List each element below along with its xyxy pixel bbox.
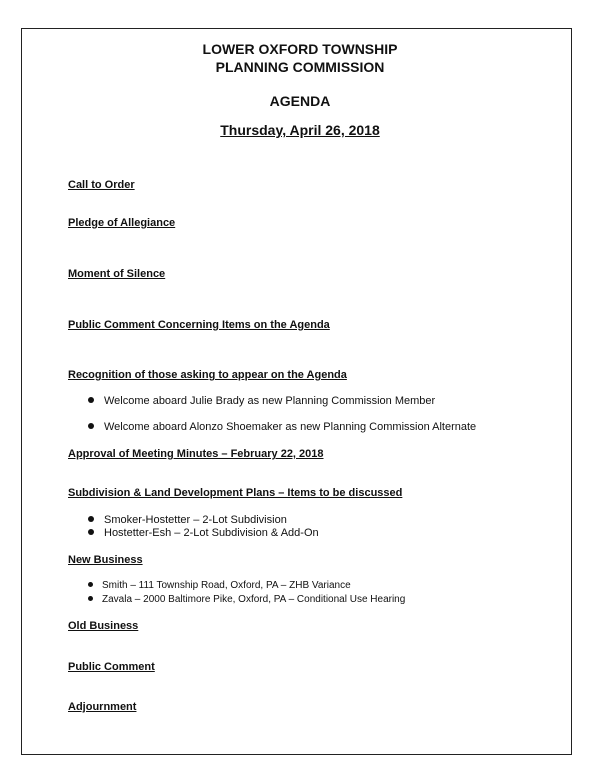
- section-public-comment: Public Comment: [68, 661, 155, 673]
- list-item: [88, 513, 287, 527]
- section-public-comment-agenda: Public Comment Concerning Items on the Agenda: [68, 319, 330, 331]
- section-old-business: Old Business: [68, 620, 139, 632]
- bullet-icon: [88, 596, 93, 601]
- bullet-icon: [88, 516, 94, 522]
- township-name: LOWER OXFORD TOWNSHIP: [202, 41, 398, 57]
- list-item: [88, 526, 319, 540]
- section-moment-of-silence: Moment of Silence: [68, 268, 166, 280]
- meeting-date: Thursday, April 26, 2018: [220, 122, 380, 138]
- list-item-text: Hostetter-Esh – 2-Lot Subdivision & Add-On: [104, 527, 319, 539]
- list-item: [88, 420, 476, 434]
- section-approval-minutes: Approval of Meeting Minutes – February 22, 2018: [68, 448, 324, 460]
- list-item: [88, 593, 405, 606]
- section-subdivision: Subdivision & Land Development Plans – Items to be discussed: [68, 487, 403, 499]
- list-item-text: Welcome aboard Alonzo Shoemaker as new Planning Commission Alternate: [104, 421, 477, 433]
- list-item-text: Zavala – 2000 Baltimore Pike, Oxford, PA – Conditional Use Hearing: [102, 594, 406, 605]
- list-item-text: Smoker-Hostetter – 2-Lot Subdivision: [104, 514, 287, 526]
- bullet-icon: [88, 582, 93, 587]
- bullet-icon: [88, 423, 94, 429]
- section-call-to-order: Call to Order: [68, 179, 135, 191]
- bullet-icon: [88, 397, 94, 403]
- list-item: [88, 579, 351, 592]
- list-item: [88, 394, 435, 408]
- section-pledge: Pledge of Allegiance: [68, 217, 176, 229]
- agenda-title: AGENDA: [269, 93, 331, 109]
- section-new-business: New Business: [68, 554, 143, 566]
- bullet-icon: [88, 529, 94, 535]
- list-item-text: Welcome aboard Julie Brady as new Planning Commission Member: [104, 395, 436, 407]
- section-adjournment: Adjournment: [68, 701, 137, 713]
- section-recognition: Recognition of those asking to appear on the Agenda: [68, 369, 347, 381]
- list-item-text: Smith – 111 Township Road, Oxford, PA – ZHB Variance: [102, 580, 351, 591]
- commission-name: PLANNING COMMISSION: [215, 59, 385, 75]
